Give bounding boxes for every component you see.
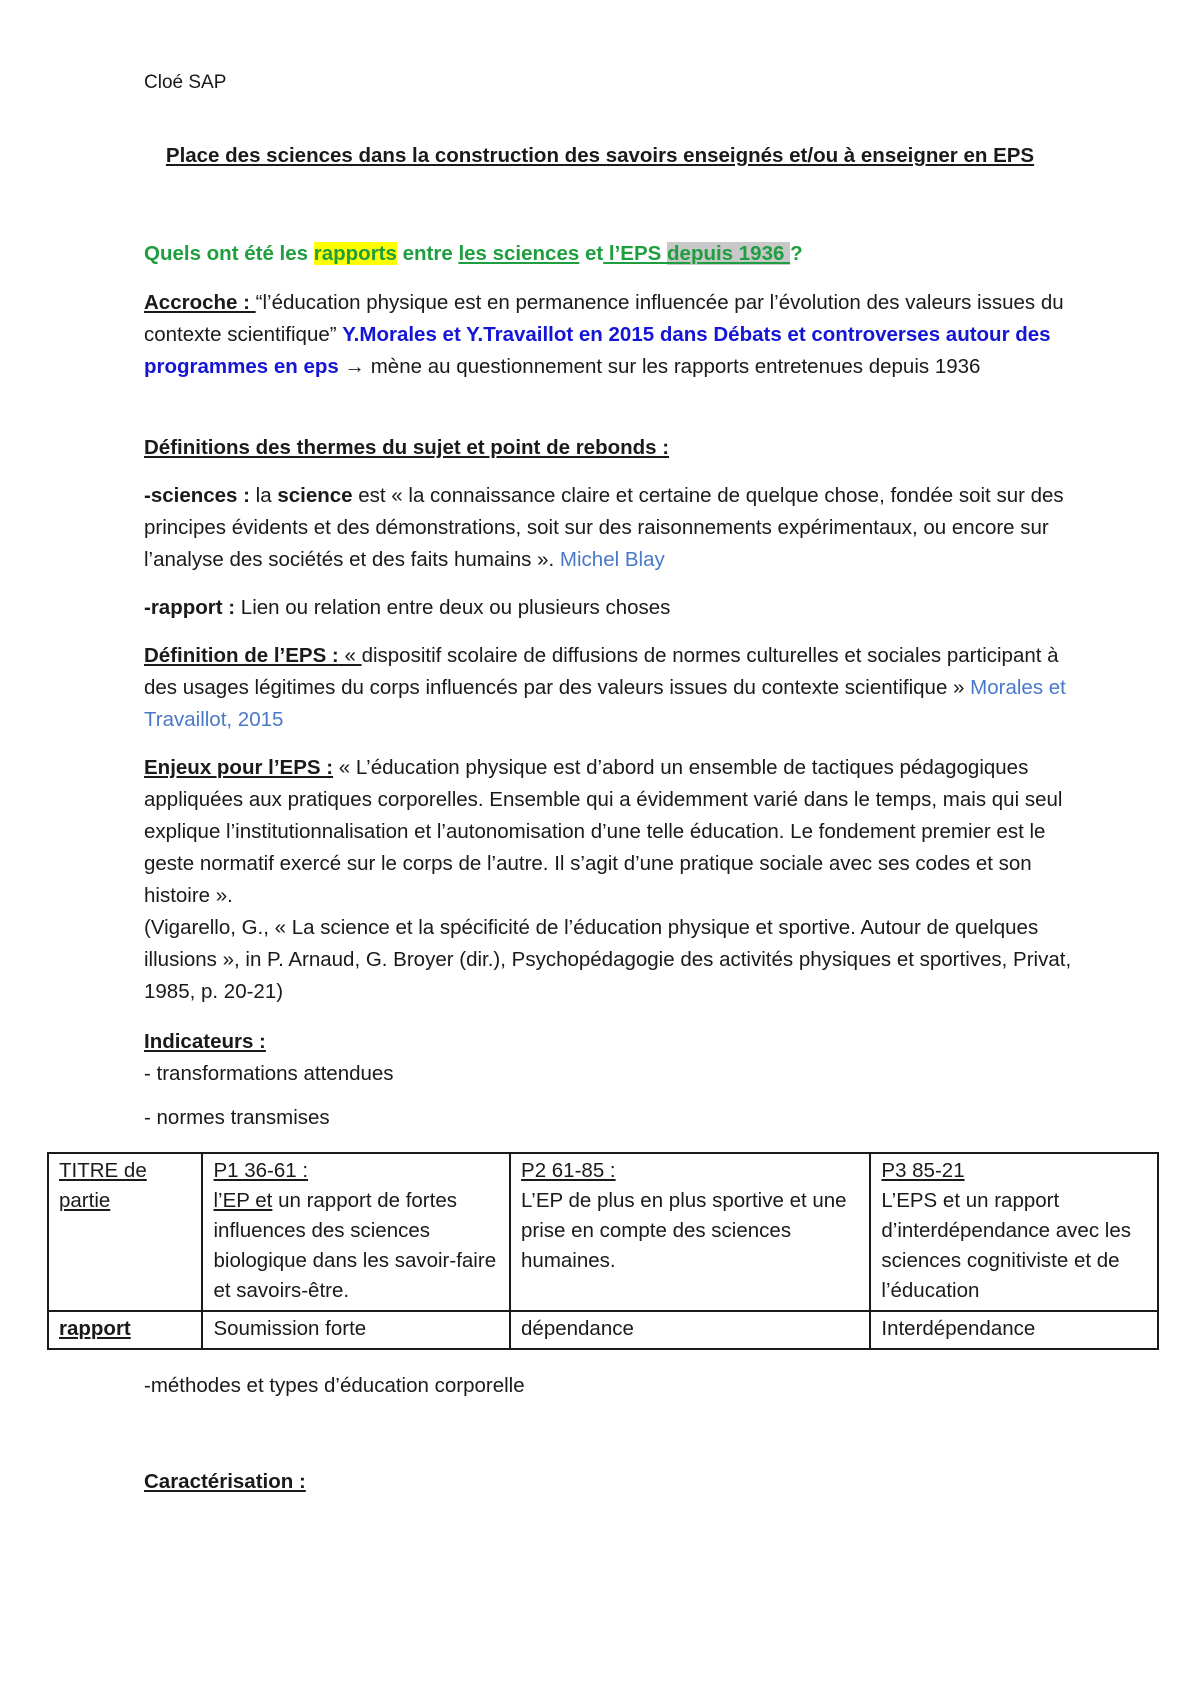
accroche-label: Accroche : (144, 291, 256, 314)
indicateur-item: -méthodes et types d’éducation corporelle (144, 1374, 525, 1397)
indicateurs-label: Indicateurs : (144, 1030, 266, 1053)
caracterisation-heading: Caractérisation : (144, 1470, 306, 1493)
table-cell: Soumission forte (202, 1311, 510, 1349)
enjeux-label: Enjeux pour l’EPS : (144, 756, 334, 779)
eps-definition: Définition de l’EPS : « dispositif scolaire de diffusions de normes culturelles et sociales participant à des usages légitimes du corps influencés par des valeurs issues du contexte scientifique » Morales et Travaillot, 2015 (144, 644, 1066, 731)
parts-table (47, 1152, 1159, 1350)
accroche-paragraph: Accroche : “l’éducation physique est en permanence influencée par l’évolution des valeurs issues du contexte scientifique” Y.Morales et Y.Travaillot en 2015 dans Débats et controverses autour des programmes en eps → mène au questionnement sur les rapports entretenues depuis 1936 (144, 291, 1064, 378)
sciences-author: Michel Blay (559, 548, 665, 571)
rapport-definition: -rapport : Lien ou relation entre deux ou plusieurs choses (144, 596, 671, 619)
sciences-definition: -sciences : la science est « la connaissance claire et certaine de quelque chose, fondée soit sur des principes évidents et des démonstrations, soit sur des raisonnements expérimentaux, ou encore sur l’analyse des sociétés et des faits humains ». Michel Blay (144, 484, 1064, 571)
table-cell: TITRE de partie (48, 1153, 202, 1311)
table-row (48, 1311, 1158, 1349)
highlight-depuis: depuis 1936 (667, 242, 791, 265)
indicateur-item: - transformations attendues (144, 1062, 394, 1085)
table-cell: P2 61-85 : L’EP de plus en plus sportive et une prise en compte des sciences humaines. (510, 1153, 870, 1311)
enjeux-citation: (Vigarello, G., « La science et la spécificité de l’éducation physique et sportive. Autour de quelques illusions », in P. Arnaud, G. Broyer (dir.), Psychopédagogie des activités physiques et sportives, Privat, 1985, p. 20-21) (144, 916, 1072, 1003)
table-row (48, 1153, 1158, 1311)
indicateurs-section (144, 1026, 1074, 1134)
eps-definition-label: Définition de l’EPS : (144, 644, 339, 667)
underline-eps: l’EPS (603, 242, 668, 265)
research-question: Quels ont été les rapports entre les sciences et l’EPS depuis 1936 ? (144, 242, 803, 265)
author-name: Cloé SAP (144, 72, 227, 93)
accroche-source: Y.Morales et Y.Travaillot en 2015 dans Débats et controverses autour des programmes en eps (144, 323, 1051, 378)
table-cell: rapport (48, 1311, 202, 1349)
eps-definition-author: Morales et Travaillot, 2015 (144, 676, 1066, 731)
table-cell: dépendance (510, 1311, 870, 1349)
highlight-rapports: rapports (313, 242, 397, 265)
table-cell: P1 36-61 : l’EP et un rapport de fortes influences des sciences biologique dans les savoir-faire et savoirs-être. (202, 1153, 510, 1311)
table-cell: P3 85-21 L’EPS et un rapport d’interdépendance avec les sciences cognitiviste et de l’éducation (870, 1153, 1158, 1311)
underline-sciences: les sciences (458, 242, 580, 265)
definitions-heading: Définitions des thermes du sujet et point de rebonds : (144, 436, 670, 459)
document-title: Place des sciences dans la construction des savoirs enseignés et/ou à enseigner en EPS (165, 144, 1035, 167)
table-cell: Interdépendance (870, 1311, 1158, 1349)
enjeux-paragraph: Enjeux pour l’EPS : « L’éducation physique est d’abord un ensemble de tactiques pédagogiques appliquées aux pratiques corporelles. Ensemble qui a évidemment varié dans le temps, mais qui seul explique l’institutionnalisation et l’autonomisation d’une telle éducation. Le fondement premier est le geste normatif exercé sur le corps de l’autre. Il s’agit d’une pratique sociale avec ses codes et son histoire ». (Vigarello, G., « La science et la spécificité de l’éducation physique et sportive. Autour de quelques illusions », in P. Arnaud, G. Broyer (dir.), Psychopédagogie des activités physiques et sportives, Privat, 1985, p. 20-21) (144, 756, 1072, 1003)
indicateur-item: - normes transmises (144, 1106, 330, 1129)
arrow-icon: → (338, 355, 371, 378)
